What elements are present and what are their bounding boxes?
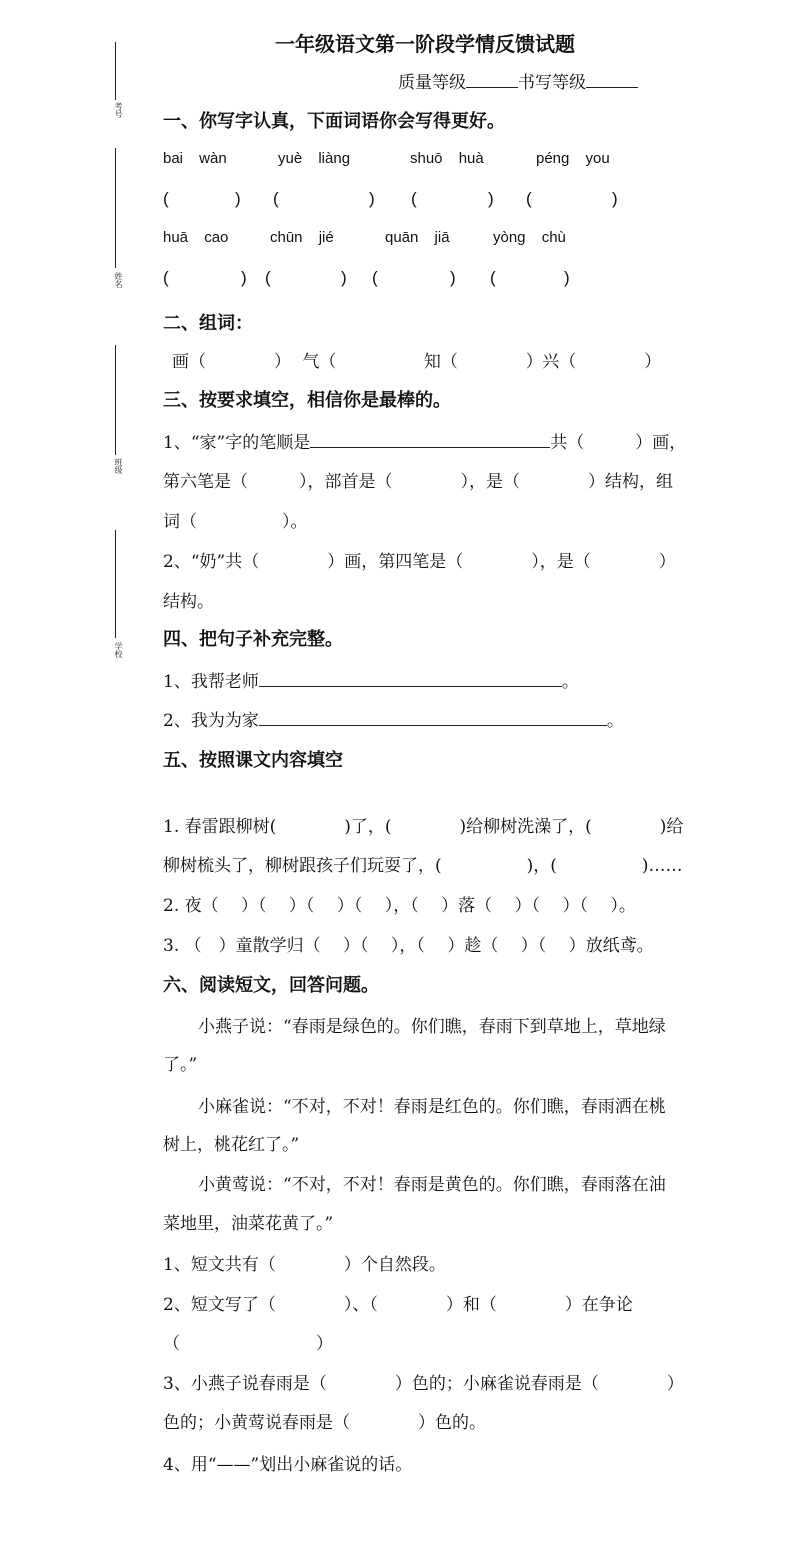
writing-grade-label: 书写等级 — [518, 73, 586, 93]
writing-grade-blank[interactable] — [586, 69, 638, 88]
margin-label-school: 学校 — [114, 642, 123, 658]
passage-p3-line-2: 菜地里，油菜花黄了。” — [163, 1214, 334, 1234]
q3-2-line-1: 2、“奶”共（ ）画，第四笔是（ ），是（ ） — [163, 552, 676, 572]
quality-grade-blank[interactable] — [466, 69, 518, 88]
page-title: 一年级语文第一阶段学情反馈试题 — [275, 32, 575, 56]
answer-parens-row-1[interactable]: ( ) ( ) ( ) ( ) — [163, 189, 618, 208]
pinyin-5: huā cao — [163, 229, 229, 246]
margin-label-exam-no: 考号 — [114, 102, 123, 118]
pinyin-7: quān jiā — [385, 229, 450, 246]
passage-p1-line-1: 小燕子说：“春雨是绿色的。你们瞧，春雨下到草地上，草地绿 — [198, 1017, 666, 1037]
sentence-2-blank[interactable] — [259, 707, 607, 726]
pinyin-3: shuō huà — [410, 150, 484, 167]
passage-p3-line-1: 小黄莺说：“不对，不对！春雨是黄色的。你们瞧，春雨落在油 — [198, 1175, 666, 1195]
stroke-order-blank[interactable] — [310, 429, 550, 448]
q3-1-line-2: 第六笔是（ ），部首是（ ），是（ ）结构，组 — [163, 472, 673, 492]
passage-p2-line-2: 树上，桃花红了。” — [163, 1135, 300, 1155]
q3-1-line-3: 词（ ）。 — [163, 512, 308, 532]
char-zhi: 知 — [423, 352, 441, 372]
margin-line-1 — [115, 42, 116, 100]
q5-line-1: 1. 春雷跟柳树( )了，( )给柳树洗澡了，( )给 — [163, 817, 684, 837]
q5-line-3: 2. 夜（ ）（ ）（ ）（ ），（ ）落（ ）（ ）（ ）。 — [163, 896, 636, 916]
passage-p1-line-2: 了。” — [163, 1055, 198, 1075]
q6-3-line-1: 3、小燕子说春雨是（ ）色的；小麻雀说春雨是（ ） — [163, 1374, 684, 1394]
sentence-1-blank[interactable] — [259, 668, 562, 687]
margin-label-name: 姓名 — [114, 272, 123, 288]
answer-parens-row-2[interactable]: ( ) ( ) ( ) ( ) — [163, 268, 570, 287]
q6-2-line-1: 2、短文写了（ ）、（ ）和（ ）在争论 — [163, 1295, 633, 1315]
pinyin-2: yuè liàng — [278, 150, 351, 167]
section-6-heading: 六、阅读短文，回答问题。 — [163, 975, 379, 996]
section-3-heading: 三、按要求填空，相信你是最棒的。 — [163, 390, 451, 411]
section-2-heading: 二、组词： — [163, 313, 253, 334]
grade-line — [398, 68, 638, 93]
section-4-heading: 四、把句子补充完整。 — [163, 629, 343, 650]
pinyin-6: chūn jié — [270, 229, 334, 246]
margin-line-3 — [115, 345, 116, 455]
char-xing: 兴 — [542, 352, 560, 372]
pinyin-8: yòng chù — [493, 229, 566, 246]
margin-line-4 — [115, 530, 116, 638]
sentence-2: 2、我为为家 。 — [163, 706, 624, 731]
margin-line-2 — [115, 148, 116, 268]
q6-1: 1、短文共有（ ）个自然段。 — [163, 1255, 446, 1275]
margin-label-class: 班级 — [114, 458, 123, 474]
pinyin-1: bai wàn — [163, 150, 227, 167]
passage-p2-line-1: 小麻雀说：“不对，不对！春雨是红色的。你们瞧，春雨洒在桃 — [198, 1097, 666, 1117]
word-group-row[interactable]: 画（ ） 气（ 知（ ） 兴（ ） — [172, 352, 662, 372]
quality-grade-label: 质量等级 — [398, 73, 466, 93]
char-hua: 画 — [172, 352, 189, 372]
q5-line-2: 柳树梳头了，柳树跟孩子们玩耍了，( )，( )…… — [163, 856, 683, 876]
pinyin-4: péng you — [536, 150, 610, 167]
char-qi: 气 — [302, 352, 320, 372]
q5-line-4: 3. （ ）童散学归（ ）（ ），（ ）趁（ ）（ ）放纸鸢。 — [163, 936, 654, 956]
q3-1-line-1: 1、“家”字的笔顺是 共（ ）画， — [163, 428, 686, 453]
q3-2-line-2: 结构。 — [163, 592, 214, 612]
q6-2-line-2: （ ） — [163, 1334, 333, 1354]
section-5-heading: 五、按照课文内容填空 — [163, 750, 343, 771]
q6-4: 4、用“——”划出小麻雀说的话。 — [163, 1455, 413, 1475]
section-1-heading: 一、你写字认真，下面词语你会写得更好。 — [163, 111, 505, 132]
sentence-1: 1、我帮老师 。 — [163, 667, 579, 692]
q6-3-line-2: 色的；小黄莺说春雨是（ ）色的。 — [163, 1413, 486, 1433]
